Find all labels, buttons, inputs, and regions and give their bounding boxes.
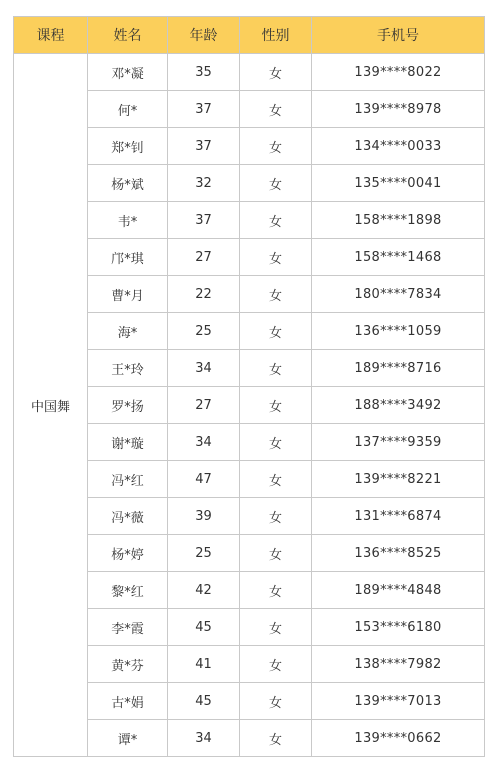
name-cell: 谭* [88, 720, 168, 757]
phone-cell: 158****1898 [312, 202, 485, 239]
gender-cell: 女 [240, 461, 312, 498]
student-roster-table [13, 16, 485, 757]
name-cell: 何* [88, 91, 168, 128]
name-cell: 黎*红 [88, 572, 168, 609]
phone-cell: 139****0662 [312, 720, 485, 757]
gender-cell: 女 [240, 646, 312, 683]
name-cell: 古*娟 [88, 683, 168, 720]
header-age: 年龄 [168, 17, 240, 54]
age-cell: 45 [168, 609, 240, 646]
age-cell: 41 [168, 646, 240, 683]
header-phone: 手机号 [312, 17, 485, 54]
gender-cell: 女 [240, 424, 312, 461]
age-cell: 25 [168, 535, 240, 572]
phone-cell: 136****8525 [312, 535, 485, 572]
phone-cell: 135****0041 [312, 165, 485, 202]
age-cell: 47 [168, 461, 240, 498]
phone-cell: 137****9359 [312, 424, 485, 461]
age-cell: 34 [168, 720, 240, 757]
gender-cell: 女 [240, 683, 312, 720]
gender-cell: 女 [240, 128, 312, 165]
gender-cell: 女 [240, 165, 312, 202]
phone-cell: 139****8221 [312, 461, 485, 498]
age-cell: 27 [168, 387, 240, 424]
name-cell: 海* [88, 313, 168, 350]
gender-cell: 女 [240, 498, 312, 535]
age-cell: 37 [168, 128, 240, 165]
name-cell: 谢*璇 [88, 424, 168, 461]
age-cell: 32 [168, 165, 240, 202]
age-cell: 37 [168, 91, 240, 128]
phone-cell: 158****1468 [312, 239, 485, 276]
course-cell: 中国舞 [14, 54, 88, 757]
phone-cell: 131****6874 [312, 498, 485, 535]
header-name: 姓名 [88, 17, 168, 54]
name-cell: 韦* [88, 202, 168, 239]
name-cell: 郑*钊 [88, 128, 168, 165]
name-cell: 王*玲 [88, 350, 168, 387]
phone-cell: 139****8978 [312, 91, 485, 128]
age-cell: 27 [168, 239, 240, 276]
gender-cell: 女 [240, 54, 312, 91]
name-cell: 邝*琪 [88, 239, 168, 276]
name-cell: 黄*芬 [88, 646, 168, 683]
gender-cell: 女 [240, 350, 312, 387]
phone-cell: 189****4848 [312, 572, 485, 609]
gender-cell: 女 [240, 313, 312, 350]
gender-cell: 女 [240, 239, 312, 276]
age-cell: 42 [168, 572, 240, 609]
header-gender: 性别 [240, 17, 312, 54]
phone-cell: 180****7834 [312, 276, 485, 313]
name-cell: 杨*婷 [88, 535, 168, 572]
phone-cell: 138****7982 [312, 646, 485, 683]
name-cell: 冯*红 [88, 461, 168, 498]
gender-cell: 女 [240, 91, 312, 128]
age-cell: 22 [168, 276, 240, 313]
name-cell: 曹*月 [88, 276, 168, 313]
age-cell: 37 [168, 202, 240, 239]
name-cell: 杨*斌 [88, 165, 168, 202]
gender-cell: 女 [240, 609, 312, 646]
phone-cell: 139****8022 [312, 54, 485, 91]
phone-cell: 153****6180 [312, 609, 485, 646]
table-row [14, 54, 485, 91]
header-row [14, 17, 485, 54]
phone-cell: 136****1059 [312, 313, 485, 350]
age-cell: 45 [168, 683, 240, 720]
gender-cell: 女 [240, 572, 312, 609]
gender-cell: 女 [240, 387, 312, 424]
age-cell: 34 [168, 424, 240, 461]
age-cell: 25 [168, 313, 240, 350]
header-course: 课程 [14, 17, 88, 54]
gender-cell: 女 [240, 276, 312, 313]
name-cell: 冯*薇 [88, 498, 168, 535]
age-cell: 34 [168, 350, 240, 387]
phone-cell: 188****3492 [312, 387, 485, 424]
age-cell: 35 [168, 54, 240, 91]
name-cell: 李*霞 [88, 609, 168, 646]
table-header [14, 17, 485, 54]
name-cell: 邓*凝 [88, 54, 168, 91]
gender-cell: 女 [240, 202, 312, 239]
table-body [14, 54, 485, 757]
name-cell: 罗*扬 [88, 387, 168, 424]
phone-cell: 139****7013 [312, 683, 485, 720]
gender-cell: 女 [240, 535, 312, 572]
phone-cell: 134****0033 [312, 128, 485, 165]
phone-cell: 189****8716 [312, 350, 485, 387]
gender-cell: 女 [240, 720, 312, 757]
age-cell: 39 [168, 498, 240, 535]
